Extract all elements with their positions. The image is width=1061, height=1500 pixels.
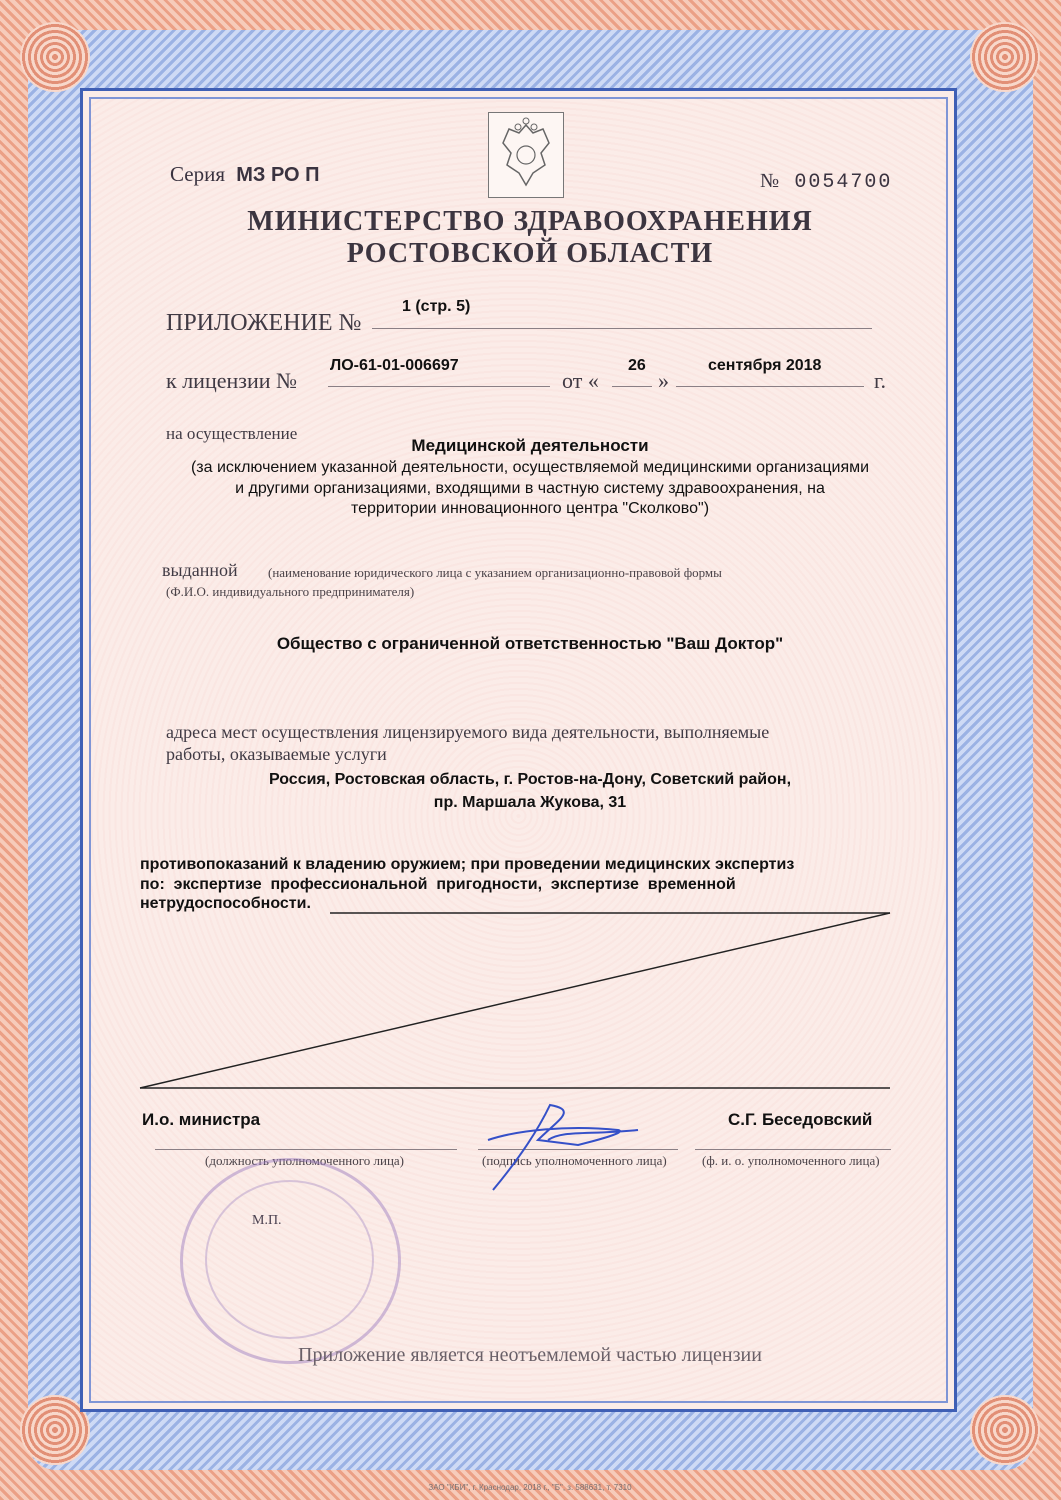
- handwritten-signature: [478, 1100, 688, 1200]
- footer-note: Приложение является неотъемлемой частью лицензии: [298, 1344, 762, 1366]
- license-underline: [328, 384, 550, 387]
- activity-line3: территории инновационного центра "Сколково"): [350, 500, 710, 517]
- corner-rosette: [970, 1395, 1040, 1465]
- license-quote-close: »: [658, 368, 669, 393]
- corner-rosette: [20, 22, 90, 92]
- appendix-underline: [372, 326, 872, 329]
- number-value: 0054700: [794, 171, 893, 194]
- appendix-value: 1 (стр. 5): [402, 298, 471, 315]
- license-label: к лицензии №: [166, 368, 297, 393]
- address-label1: адреса мест осуществления лицензируемого вида деятельности, выполняемые: [166, 722, 770, 742]
- series-label: Серия: [170, 162, 225, 186]
- day-underline: [612, 384, 652, 387]
- license-year-suffix: г.: [874, 368, 887, 393]
- print-info: ЗАО "КБИ", г. Краснодар, 2018 г., "Б", з. 588631, т. 7310: [428, 1483, 632, 1492]
- ministry-title-line1: МИНИСТЕРСТВО ЗДРАВООХРАНЕНИЯ: [247, 206, 813, 237]
- form-number: [760, 168, 892, 194]
- address-line2: пр. Маршала Жукова, 31: [433, 794, 627, 811]
- corner-rosette: [970, 22, 1040, 92]
- hint-signature: (подпись уполномоченного лица): [482, 1153, 667, 1168]
- services-line3: нетрудоспособности.: [140, 895, 311, 912]
- address-line1: Россия, Ростовская область, г. Ростов-на-Дону, Советский район,: [268, 771, 792, 788]
- series-value: МЗ РО П: [236, 164, 320, 186]
- issued-hint1: (наименование юридического лица с указанием организационно-правовой формы: [268, 565, 722, 580]
- name-underline: [695, 1148, 891, 1150]
- issued-label: выданной: [162, 560, 238, 580]
- ministry-title-line2: РОСТОВСКОЙ ОБЛАСТИ: [346, 238, 714, 269]
- coat-of-arms-icon: [488, 112, 564, 198]
- hint-position: (должность уполномоченного лица): [205, 1153, 405, 1168]
- license-day: 26: [628, 357, 646, 374]
- signatory-name: С.Г. Беседовский: [728, 1110, 873, 1129]
- mp-label: М.П.: [252, 1213, 282, 1228]
- services-line1: противопоказаний к владению оружием; при проведении медицинских экспертиз: [140, 856, 795, 873]
- activity-title: Медицинской деятельности: [411, 436, 649, 455]
- number-label: №: [760, 170, 782, 192]
- license-month-year: сентября 2018: [708, 357, 822, 374]
- services-line2: по: экспертизе профессиональной пригодности, экспертизе временной: [140, 876, 736, 893]
- series: [170, 162, 320, 187]
- official-stamp-inner: [205, 1180, 374, 1339]
- license-from-label: от «: [562, 368, 599, 393]
- address-label2: работы, оказываемые услуги: [166, 744, 387, 764]
- position-underline: [155, 1148, 457, 1150]
- activity-label: на осуществление: [166, 424, 298, 443]
- hint-name: (ф. и. о. уполномоченного лица): [702, 1153, 880, 1168]
- organization-name: Общество с ограниченной ответственностью "Ваш Доктор": [276, 634, 784, 653]
- issued-hint2: (Ф.И.О. индивидуального предпринимателя): [166, 584, 415, 599]
- activity-line2: и другими организациями, входящими в частную систему здравоохранения, на: [235, 480, 825, 497]
- license-number: ЛО-61-01-006697: [330, 357, 459, 374]
- activity-line1: (за исключением указанной деятельности, осуществляемой медицинскими организациями: [190, 459, 870, 476]
- month-underline: [676, 384, 864, 387]
- signatory-position: И.о. министра: [142, 1110, 261, 1129]
- blank-area-strike: [130, 905, 900, 1105]
- appendix-label: ПРИЛОЖЕНИЕ №: [166, 310, 362, 336]
